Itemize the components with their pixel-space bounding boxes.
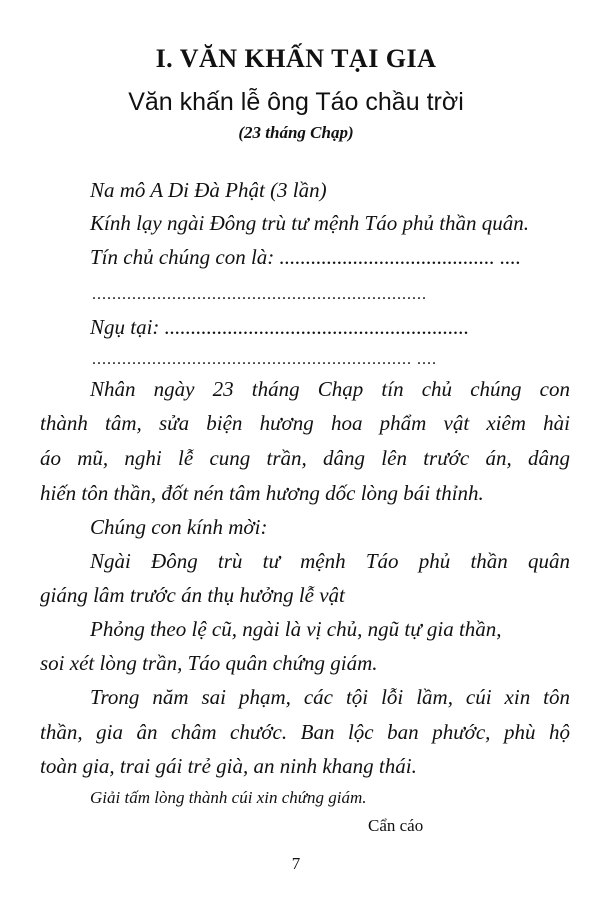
closing-text: Cẩn cáo — [368, 816, 424, 835]
blank-fill-line: ................................................................ .... — [92, 351, 437, 368]
text-line: Nhân ngày 23 tháng Chạp tín chủ chúng con — [90, 377, 570, 401]
text-line: áo mũ, nghi lễ cung trần, dâng lên trước án, dâng — [40, 446, 570, 470]
text-line: Kính lạy ngài Đông trù tư mệnh Táo phủ thần quân. — [90, 211, 530, 235]
text-line: hiến tôn thần, đốt nén tâm hương dốc lòng bái thỉnh. — [40, 481, 484, 505]
text-line: Na mô A Di Đà Phật (3 lần) — [90, 178, 327, 202]
blank-fill-line: ................................................................... — [92, 286, 427, 303]
text-line: soi xét lòng trần, Táo quân chứng giám. — [40, 651, 378, 675]
text-line: giáng lâm trước án thụ hưởng lễ vật — [40, 583, 345, 607]
text-line: thần, gia ân châm chước. Ban lộc ban phước, phù hộ — [40, 720, 570, 744]
page-title: I. VĂN KHẤN TẠI GIA — [155, 44, 437, 73]
page-number: 7 — [291, 854, 301, 873]
text-line: Trong năm sai phạm, các tội lỗi lầm, cúi xin tôn — [90, 685, 570, 709]
text-line: Phỏng theo lệ cũ, ngài là vị chủ, ngũ tự gia thần, — [90, 617, 502, 641]
text-line: toàn gia, trai gái trẻ già, an ninh khang thái. — [40, 754, 417, 778]
text-line: Ngài Đông trù tư mệnh Táo phủ thần quân — [90, 549, 570, 573]
text-line: Chúng con kính mời: — [90, 515, 268, 539]
text-line: thành tâm, sửa biện hương hoa phẩm vật xiêm hài — [40, 411, 570, 435]
text-line: Tín chủ chúng con là: ......................................... .... — [90, 245, 522, 269]
date-note: (23 tháng Chạp) — [238, 123, 354, 142]
text-line: Giải tấm lòng thành cúi xin chứng giám. — [90, 788, 367, 807]
text-line: Ngụ tại: .......................................................... — [90, 315, 470, 339]
page-subtitle: Văn khấn lễ ông Táo chầu trời — [128, 88, 464, 116]
